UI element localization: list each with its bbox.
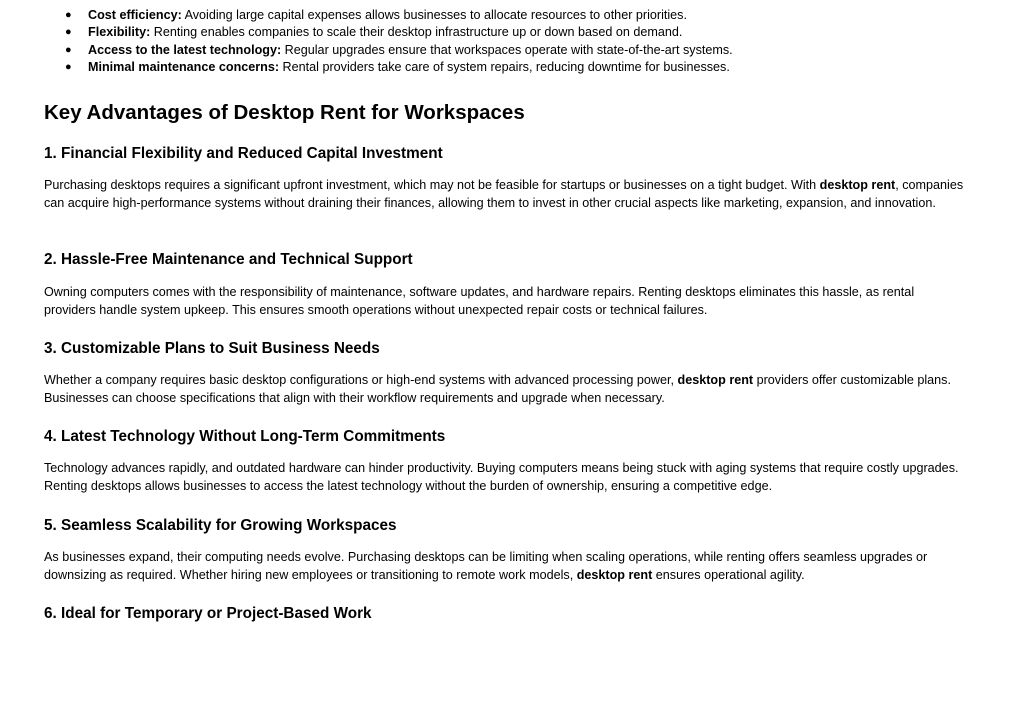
bullet-term: Access to the latest technology: <box>88 42 282 57</box>
bullet-text: Rental providers take care of system repairs, reducing downtime for businesses. <box>279 59 730 74</box>
section-paragraph-maintenance-support: Owning computers comes with the responsibility of maintenance, software updates, and hardware repairs. Renting desktops eliminates this hassle, as rental providers handle system upkeep. This ensures smooth operations without unexpected repair costs or technical failures. <box>44 285 915 317</box>
bullet-icon: ● <box>65 26 72 39</box>
section-paragraph-scalability: As businesses expand, their computing needs evolve. Purchasing desktops can be limiting when scaling operations, while renting offers seamless upgrades or downsizing as required. Whether hiring new employees or transitioning to remote work models, desktop rent ensures operational agility. <box>44 550 928 582</box>
list-item <box>0 42 1000 59</box>
list-item <box>0 24 1000 41</box>
section-heading-maintenance-support: 2. Hassle-Free Maintenance and Technical Support <box>44 251 413 268</box>
highlight-term: desktop rent <box>819 178 896 192</box>
bullet-icon: ● <box>65 9 72 21</box>
highlight-term: desktop rent <box>677 373 754 387</box>
section-paragraph-financial-flexibility: Purchasing desktops requires a significant upfront investment, which may not be feasible for startups or businesses on a tight budget. With desktop rent, companies can acquire high-performance systems without draining their finances, allowing them to invest in other crucial aspects like marketing, expansion, and innovation. <box>44 178 964 210</box>
section-heading-latest-technology: 4. Latest Technology Without Long-Term Commitments <box>44 428 446 445</box>
section-heading-temporary-work: 6. Ideal for Temporary or Project-Based Work <box>44 605 372 622</box>
section-paragraph-customizable-plans: Whether a company requires basic desktop configurations or high-end systems with advanced processing power, desktop rent providers offer customizable plans. Businesses can choose specifications that align with their workflow requirements and upgrade when necessary. <box>44 373 951 405</box>
bullet-term: Cost efficiency: <box>88 8 182 22</box>
benefits-bullet-list <box>0 7 1000 76</box>
bullet-text: Avoiding large capital expenses allows businesses to allocate resources to other priorities. <box>181 8 687 22</box>
bullet-icon: ● <box>65 60 72 73</box>
bullet-text: Renting enables companies to scale their desktop infrastructure up or down based on demand. <box>150 25 683 40</box>
highlight-term: desktop rent <box>576 567 653 582</box>
section-heading-customizable-plans: 3. Customizable Plans to Suit Business Needs <box>44 340 380 357</box>
section-paragraph-latest-technology: Technology advances rapidly, and outdated hardware can hinder productivity. Buying computers means being stuck with aging systems that require costly upgrades. Renting desktops allows businesses to access the latest technology without the burden of ownership, ensuring a competitive edge. <box>44 461 959 493</box>
list-item <box>0 7 1000 24</box>
bullet-term: Flexibility: <box>88 25 151 40</box>
bullet-term: Minimal maintenance concerns: <box>88 59 280 74</box>
bullet-text: Regular upgrades ensure that workspaces operate with state-of-the-art systems. <box>281 42 733 57</box>
list-item <box>0 59 1000 76</box>
section-heading-financial-flexibility: 1. Financial Flexibility and Reduced Capital Investment <box>44 145 443 162</box>
main-heading: Key Advantages of Desktop Rent for Workspaces <box>44 101 525 124</box>
section-heading-scalability: 5. Seamless Scalability for Growing Workspaces <box>44 517 397 534</box>
bullet-icon: ● <box>65 43 72 56</box>
